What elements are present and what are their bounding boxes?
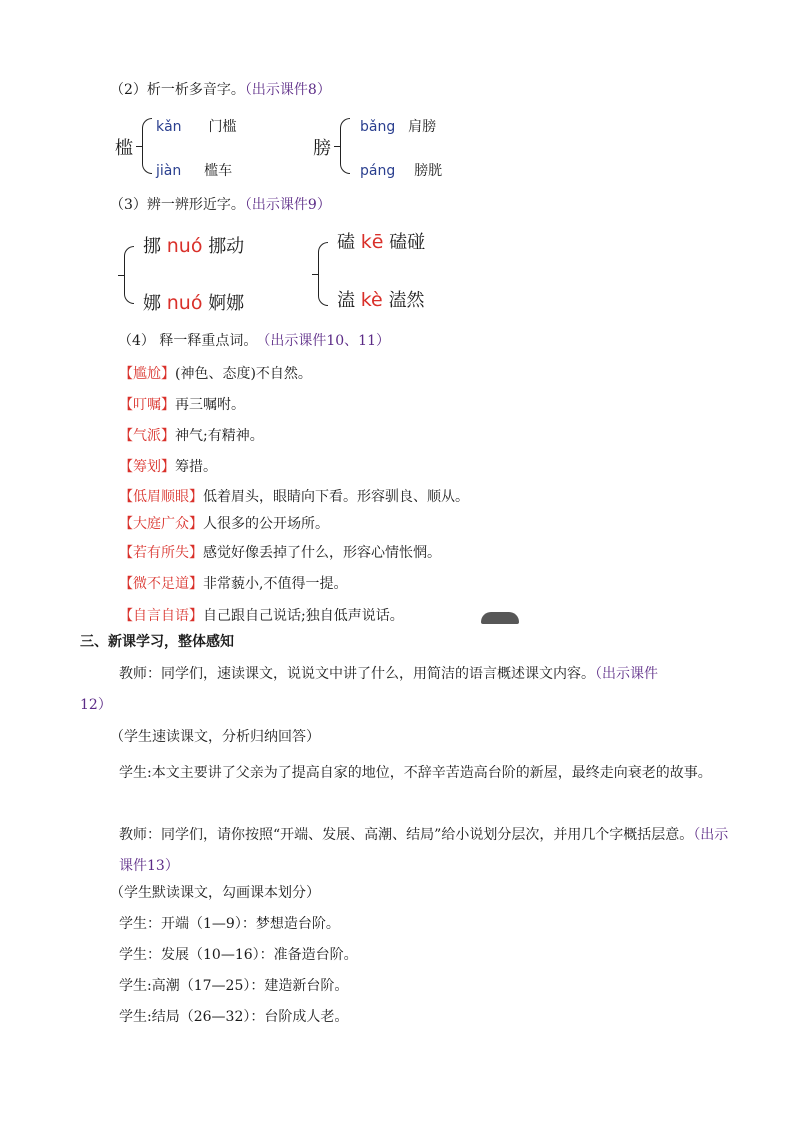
section-4-note: （出示课件10、11）	[263, 333, 390, 349]
polyphone-2-reading-1: bǎng 肩膀	[360, 119, 437, 135]
vocab-item: 【低眉顺眼】低着眉头，眼睛向下看。形容驯良、顺从。	[119, 489, 469, 505]
similar-1-row-2: 娜 nuó 婀娜	[143, 292, 245, 314]
vocab-item: 【若有所失】感觉好像丢掉了什么，形容心情怅惘。	[119, 545, 441, 561]
section-3-heading	[110, 195, 331, 215]
paragraph-teacher-1-note-end: 12）	[80, 697, 112, 713]
vocab-item: 【微不足道】非常藐小,不值得一提。	[119, 576, 348, 592]
vocab-item: 【叮嘱】再三嘱咐。	[119, 397, 245, 413]
brace-3	[124, 246, 134, 304]
brace-4	[318, 242, 328, 306]
vocab-item: 【自言自语】自己跟自己说话;独自低声说话。	[119, 608, 404, 624]
similar-2-row-2: 溘 kè 溘然	[337, 289, 425, 311]
section-4-prefix: （4） 释一释重点词。	[118, 333, 258, 349]
paragraph-student-activity-1: （学生速读课文，分析归纳回答）	[110, 729, 320, 745]
paragraph-student-activity-2: （学生默读课文，勾画课本划分）	[110, 885, 320, 901]
paragraph-division-3: 学生:高潮（17—25）：建造新台阶。	[119, 978, 349, 994]
similar-1-row-1: 挪 nuó 挪动	[143, 235, 245, 257]
vocab-item: 【尴尬】(神色、态度)不自然。	[119, 366, 312, 382]
paragraph-student-answer-1: 学生:本文主要讲了父亲为了提高自家的地位，不辞辛苦造高台阶的新屋，最终走向衰老的故事。	[119, 765, 712, 781]
paragraph-division-1: 学生：开端（1—9）：梦想造台阶。	[119, 916, 340, 932]
section-3-prefix: （3）辨一辨形近字。	[110, 197, 245, 213]
polyphone-2-reading-2: páng 膀胱	[360, 163, 443, 179]
polyphone-1-reading-2: jiàn 槛车	[156, 163, 233, 179]
paragraph-division-4: 学生:结局（26—32）：台阶成人老。	[119, 1009, 349, 1025]
section-2-heading	[110, 80, 331, 100]
section-2-prefix: （2）析一析多音字。	[110, 82, 245, 98]
polyphone-1-reading-1: kǎn 门槛	[156, 119, 237, 135]
scan-smudge	[481, 612, 519, 624]
brace-2	[340, 118, 350, 174]
paragraph-teacher-2: 教师：同学们，请你按照“开端、发展、高潮、结局”给小说划分层次，并用几个字概括层意。（出示课件13）	[119, 827, 729, 874]
polyphone-char-1: 槛	[115, 138, 133, 159]
paragraph-teacher-1: 教师：同学们，速读课文，说说文中讲了什么，用简洁的语言概述课文内容。（出示课件	[119, 666, 658, 682]
similar-2-row-1: 磕 kē 磕碰	[337, 231, 426, 253]
section-3-note: （出示课件9）	[244, 197, 331, 213]
brace-1	[142, 118, 152, 174]
paragraph-division-2: 学生：发展（10—16）：准备造台阶。	[119, 947, 358, 963]
polyphone-char-2: 膀	[313, 138, 331, 159]
section-4-heading	[118, 331, 390, 351]
section-3-title: 三、新课学习，整体感知	[80, 634, 234, 650]
section-2-note: （出示课件8）	[244, 82, 331, 98]
vocab-item: 【大庭广众】人很多的公开场所。	[119, 516, 329, 532]
vocab-item: 【筹划】筹措。	[119, 459, 217, 475]
vocab-item: 【气派】神气;有精神。	[119, 428, 264, 444]
